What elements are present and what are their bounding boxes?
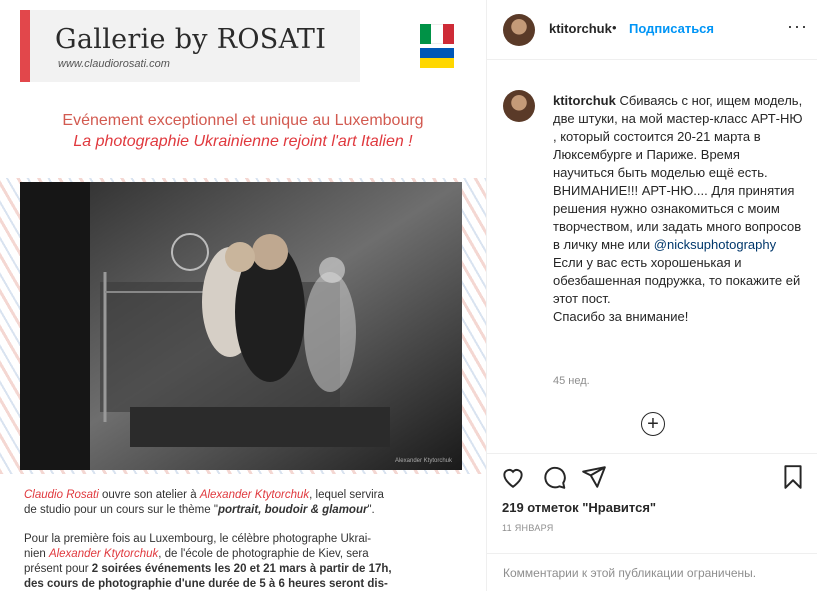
likes-count[interactable]: 219 отметок "Нравится" bbox=[502, 500, 657, 515]
caption-time[interactable]: 45 нед. bbox=[553, 375, 590, 387]
separator-dot: • bbox=[612, 20, 617, 35]
more-options-icon[interactable]: ··· bbox=[787, 16, 808, 36]
post-caption: ktitorchuk Сбиваясь с ног, ищем модель, две штуки, на мой мастер-класс АРТ-НЮ , который состоится 20-21 марта в Люксембурге и Париже. Время научиться быть моделью ещё есть. ВНИМАНИЕ!!! АРТ-НЮ.... Для принятия решения нужно ознакомиться с моим творчеством, или задать много вопросов в личку мне или @nicksuphotography Если у вас есть хорошенькая и обезбашенная подружка, то покажите ей этот пост. Спасибо за внимание! bbox=[553, 93, 803, 324]
follow-button[interactable]: Подписаться bbox=[629, 21, 715, 36]
post-actions bbox=[487, 453, 817, 591]
poster-subheadline: La photographie Ukrainienne rejoint l'art Italien ! bbox=[73, 133, 413, 150]
caption-avatar[interactable] bbox=[503, 90, 535, 122]
share-icon[interactable] bbox=[581, 464, 607, 490]
italy-flag-icon bbox=[420, 24, 454, 44]
avatar[interactable] bbox=[503, 14, 535, 46]
bookmark-icon[interactable] bbox=[780, 464, 806, 490]
poster-title: Gallerie by ROSATI bbox=[55, 24, 327, 55]
poster-paragraph-2: Pour la première fois au Luxembourg, le célèbre photographe Ukrai- nien Alexander Ktytorchuk, de l'école de photographie de Kiev, sera présent pour 2 soirées événements les 20 et 21 mars à partir de 17h, des cours de photographie d'une durée de 5 à 6 heures seront dis- bbox=[24, 533, 392, 590]
photo-credit: Alexander Ktytorchuk bbox=[394, 458, 452, 464]
heart-icon[interactable] bbox=[500, 464, 526, 490]
comments-limited-notice bbox=[487, 553, 817, 591]
header-username[interactable]: ktitorchuk bbox=[549, 21, 612, 36]
poster-header bbox=[20, 10, 360, 82]
poster-paragraph-1: Claudio Rosati ouvre son atelier à Alexander Ktytorchuk, lequel servira de studio pour un cours sur le thème "portrait, boudoir & glamour". bbox=[24, 489, 384, 516]
poster-headline: Evénement exceptionnel et unique au Luxembourg bbox=[62, 112, 424, 129]
post-date: 11 ЯНВАРЯ bbox=[502, 523, 554, 533]
post-header bbox=[487, 0, 817, 60]
load-more-comments-icon[interactable]: + bbox=[641, 412, 665, 436]
ukraine-flag-icon bbox=[420, 48, 454, 68]
photo-scene-graphic bbox=[20, 182, 462, 470]
accent-bar bbox=[20, 10, 30, 82]
poster-photo bbox=[20, 182, 462, 470]
post-sidebar bbox=[486, 0, 817, 591]
poster-url: www.claudiorosati.com bbox=[58, 58, 170, 70]
comments-limited-text: Комментарии к этой публикации ограничены. bbox=[503, 566, 757, 580]
comment-icon[interactable] bbox=[541, 464, 567, 490]
caption-username[interactable]: ktitorchuk bbox=[553, 93, 616, 108]
mention-link[interactable]: @nicksuphotography bbox=[653, 237, 777, 252]
